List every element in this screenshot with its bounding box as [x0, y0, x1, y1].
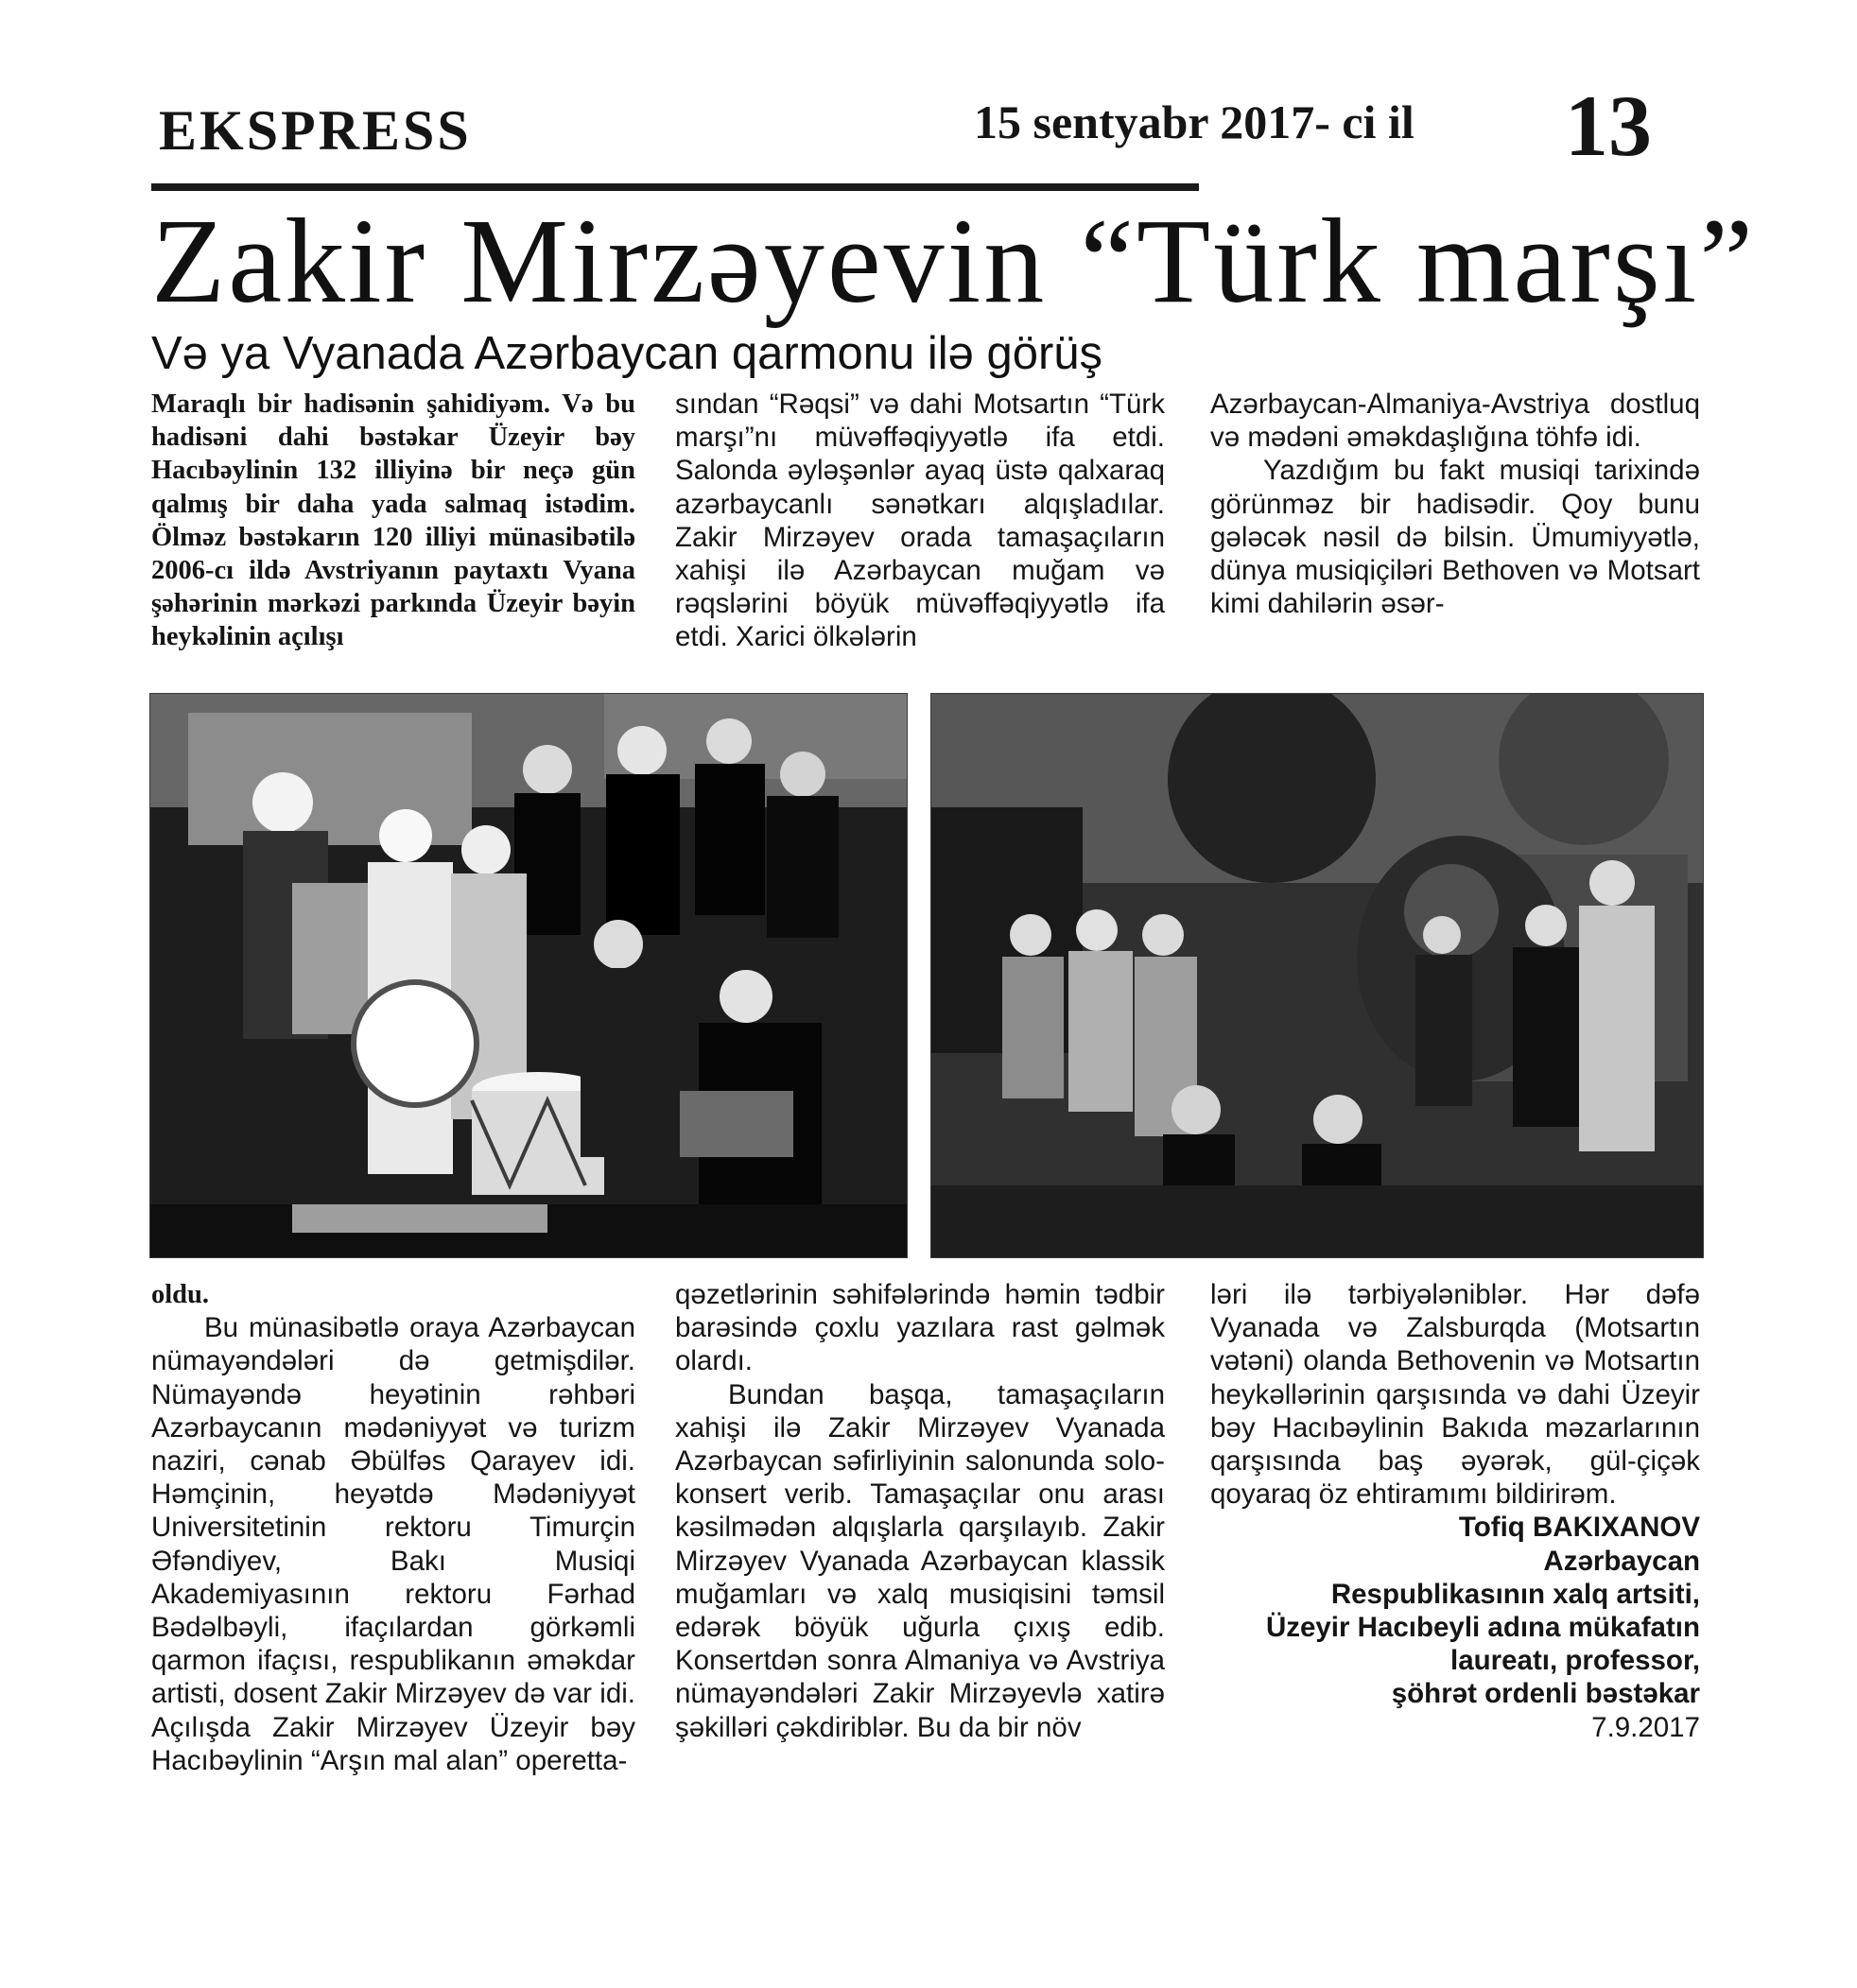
author-title-line: Azərbaycan — [1543, 1545, 1700, 1577]
photo-group-musicians-image — [150, 694, 907, 1257]
paragraph: Yazdığım bu fakt musiqi tarixində görünməz bir hadisədir. Qoy bunu gələcək nəsil də bilsin. Ümumiyyətlə, dünya musiqiçiləri Bethoven və Motsart kimi dahilərin əsər- — [1210, 455, 1700, 620]
header-rule — [151, 183, 1199, 191]
author-title-line: laureatı, professor, — [1450, 1645, 1700, 1677]
signature-date: 7.9.2017 — [1591, 1711, 1700, 1743]
author-name: Tofiq BAKIXANOV — [1458, 1512, 1700, 1544]
author-title-line: Respublikasının xalq artsiti, — [1330, 1578, 1700, 1610]
newspaper-masthead: EKSPRESS — [159, 99, 472, 162]
photo-group-musicians — [149, 693, 908, 1258]
paragraph: sından “Rəqsi” və dahi Motsartın “Türk marşı”nı müvəffəqiyyətlə ifa etdi. Salonda əyləşənlər ayaq üstə qalxaraq azərbaycanlı sənətkarı alqışladılar. Zakir Mirzəyev orada tamaşaçıların xahişi ilə Azərbaycan muğam və rəqslərini böyük müvəffəqiyyətlə ifa etdi. Xarici ölkələrin — [675, 389, 1165, 653]
paragraph: Bu münasibətlə oraya Azərbaycan nümayəndələri də getmişdilər. Nümayəndə heyətinin rəhbəri Azərbaycanın mədəniyyət və turizm naziri, cənab Əbülfəs Qarayev idi. Həmçinin, heyətdə Mədəniyyət Universitetinin rektoru Timurçin Əfəndiyev, Bakı Musiqi Akademiyasının rektoru Fərhad Bədəlbəyli, ifaçılardan görkəmli qarmon ifaçısı, respublikanın əməkdar artisti, dosent Zakir Mirzəyev də var idi. Açılışda Zakir Mirzəyev Üzeyir bəy Hacıbəylinin “Arşın mal alan” operetta- — [151, 1312, 635, 1776]
bottom-column-1 — [151, 1278, 635, 1777]
author-title-line: Üzeyir Hacıbeyli adına mükafatın — [1265, 1612, 1700, 1644]
paragraph: Bundan başqa, tamaşaçıların xahişi ilə Zakir Mirzəyev Vyanada Azərbaycan səfirliyinin salonunda solo-konsert verib. Tamaşaçılar onu arası kəsilmədən alqışlarla qarşılayıb. Zakir Mirzəyev Vyanada Azərbaycan klassik muğamları və xalq musiqisini təmsil edərək böyük uğurla çıxış edib. Konsertdən sonra Almaniya və Avstriya nümayəndələri Zakir Mirzəyevlə xatirə şəkilləri çəkdiriblər. Bu da bir növ — [675, 1378, 1165, 1743]
page-number: 13 — [1565, 78, 1652, 174]
paragraph: Azərbaycan-Almaniya-Avstriya dostluq və mədəni əməkdaşlığına töhfə idi. — [1210, 389, 1700, 454]
paragraph: qəzetlərinin səhifələrində həmin tədbir barəsində çoxlu yazılara rast gəlmək olardı. — [675, 1279, 1165, 1377]
top-column-2 — [675, 388, 1165, 694]
bottom-column-2 — [675, 1278, 1165, 1744]
article-subheadline: Və ya Vyanada Azərbaycan qarmonu ilə görüş — [151, 328, 1103, 379]
paragraph: ləri ilə tərbiyələniblər. Hər dəfə Vyanada və Zalsburqda (Motsartın vətəni) olanda Bethovenin və Motsartın heykəllərinin qarşısında və dahi Üzeyir bəy Hacıbəylinin Bakıda məzarlarının qarşısında baş əyərək, gül-çiçək qoyaraq öz ehtiramımı bildirirəm. — [1210, 1279, 1700, 1511]
bottom-column-3 — [1210, 1278, 1700, 1744]
article-headline: Zakir Mirzəyevin “Türk marşı” — [151, 194, 1756, 328]
top-column-3 — [1210, 388, 1700, 694]
photo-park-group — [930, 693, 1704, 1258]
photo-park-group-image — [931, 694, 1703, 1257]
top-column-1 — [151, 388, 635, 694]
lead-paragraph: Maraqlı bir hadisənin şahidiyəm. Və bu hadisəni dahi bəstəkar Üzeyir bəy Hacıbəylinin 132 illiyinə bir neçə gün qalmış bir daha yada salmaq istədim. Ölməz bəstəkarın 120 illiyi münasibətilə 2006-cı ildə Avstriyanın paytaxtı Vyana şəhərinin mərkəzi parkında Üzeyir bəyin heykəlinin açılışı — [151, 389, 635, 652]
paragraph: oldu. — [151, 1280, 209, 1309]
publication-date: 15 sentyabr 2017- ci il — [974, 95, 1414, 148]
author-title-line: şöhrət ordenli bəstəkar — [1391, 1678, 1700, 1710]
